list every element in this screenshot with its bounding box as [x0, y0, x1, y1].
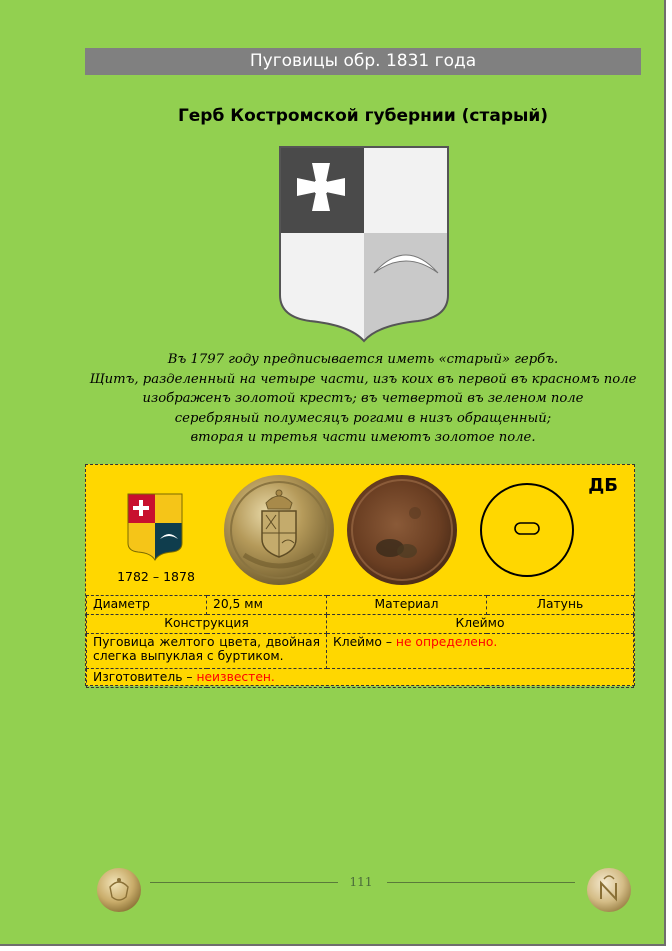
mark-cell	[327, 634, 634, 669]
construction-text: Пуговица желтого цвета, двойная слегка выпуклая с буртиком.	[87, 634, 327, 669]
material-label: Материал	[327, 596, 487, 615]
header-title: Пуговицы обр. 1831 года	[249, 51, 477, 71]
card-images	[86, 465, 634, 596]
mark-label: Клеймо	[327, 615, 634, 634]
coat-of-arms-image	[278, 145, 450, 343]
button-schematic-image	[477, 480, 577, 580]
mark-prefix: Клеймо –	[333, 635, 396, 649]
maker-cell	[87, 669, 634, 688]
maker-value: неизвестен.	[196, 670, 275, 684]
description-line: вторая и третья части имеютъ золотое поле.	[190, 430, 536, 446]
description-line: изображенъ золотой крестъ; въ четвертой въ зеленом поле	[142, 391, 584, 407]
table-row	[87, 669, 634, 688]
button-back-image	[345, 473, 459, 587]
diameter-value: 20,5 мм	[207, 596, 327, 615]
button-front-image	[222, 473, 336, 587]
small-coat-of-arms-image	[127, 493, 183, 561]
header-bar	[85, 48, 641, 75]
page-number: 111	[349, 875, 373, 889]
maker-prefix: Изготовитель –	[93, 670, 197, 684]
years-label: 1782 – 1878	[117, 569, 195, 584]
catalog-code: ДБ	[588, 475, 618, 496]
button-card	[85, 464, 635, 686]
description-line: серебряный полумесяцъ рогами в низъ обращенный;	[174, 410, 552, 426]
material-value: Латунь	[487, 596, 634, 615]
footer-divider-right	[387, 882, 575, 883]
description	[85, 350, 641, 448]
info-table	[86, 595, 634, 688]
construction-label: Конструкция	[87, 615, 327, 634]
description-line: Въ 1797 году предписывается иметь «старый» гербъ.	[167, 352, 559, 367]
diameter-label: Диаметр	[87, 596, 207, 615]
section-title: Герб Костромской губернии (старый)	[177, 106, 549, 126]
description-line: Щитъ, разделенный на четыре части, изъ коих въ первой въ красномъ поле	[89, 371, 637, 387]
footer-right-button-image	[586, 867, 632, 913]
table-row	[87, 615, 634, 634]
mark-value: не определено.	[395, 635, 498, 649]
footer-left-button-image	[96, 867, 142, 913]
table-row	[87, 596, 634, 615]
table-row	[87, 634, 634, 669]
footer-divider-left	[150, 882, 338, 883]
